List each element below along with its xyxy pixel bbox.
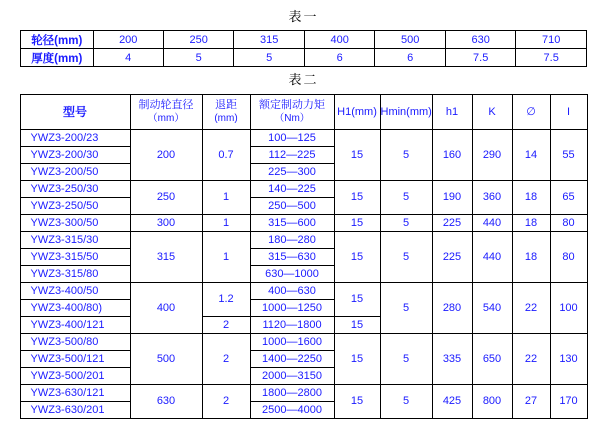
cell-hh1: 190 [432, 181, 472, 215]
cell-torque: 1800—2800 [250, 385, 334, 402]
cell-h1: 15 [334, 232, 380, 283]
table-row [21, 31, 587, 49]
cell-model: YWZ3-315/30 [20, 232, 130, 249]
cell-travel: 1 [202, 181, 250, 215]
column-header [130, 95, 202, 130]
column-header [334, 95, 380, 130]
cell-k: 360 [472, 181, 512, 215]
cell-phi: 22 [512, 334, 550, 385]
cell-k: 440 [472, 232, 512, 283]
column-header [512, 95, 550, 130]
cell-torque: 100—125 [250, 130, 334, 147]
column-header-line1: K [488, 105, 496, 118]
cell-travel: 1.2 [202, 283, 250, 317]
cell-phi: 22 [512, 283, 550, 334]
column-header-line1: Hmin(mm) [380, 105, 432, 118]
column-header-line2: (mm) [214, 113, 238, 124]
table-one-cell: 500 [375, 31, 445, 49]
cell-hmin: 5 [380, 385, 432, 419]
cell-k: 440 [472, 215, 512, 232]
column-header-line2: （mm） [147, 113, 185, 124]
cell-h1: 15 [334, 215, 380, 232]
cell-hmin: 5 [380, 334, 432, 385]
cell-model: YWZ3-315/50 [20, 249, 130, 266]
cell-torque: 315—630 [250, 249, 334, 266]
cell-model: YWZ3-400/80) [20, 300, 130, 317]
cell-k: 290 [472, 130, 512, 181]
cell-torque: 225—300 [250, 164, 334, 181]
table-one-cell: 400 [304, 31, 374, 49]
cell-h1: 15 [334, 283, 380, 317]
cell-k: 650 [472, 334, 512, 385]
cell-torque: 140—225 [250, 181, 334, 198]
column-header-line1: ∅ [526, 105, 536, 118]
table-row [20, 130, 587, 147]
table-two-body [20, 130, 587, 419]
cell-model: YWZ3-400/121 [20, 317, 130, 334]
table-one-cell: 6 [375, 49, 445, 67]
column-header [250, 95, 334, 130]
cell-torque: 180—280 [250, 232, 334, 249]
cell-diameter: 500 [130, 334, 202, 385]
cell-hmin: 5 [380, 130, 432, 181]
table-one-cell: 630 [445, 31, 515, 49]
cell-i: 170 [550, 385, 587, 419]
cell-hh1: 225 [432, 215, 472, 232]
cell-h1: 15 [334, 181, 380, 215]
cell-travel: 1 [202, 232, 250, 283]
table-one-cell: 710 [516, 31, 587, 49]
cell-diameter: 400 [130, 283, 202, 334]
table-one-row-label: 厚度(mm) [21, 49, 94, 67]
cell-i: 80 [550, 215, 587, 232]
table-header-row [20, 95, 587, 130]
table-one-cell: 250 [163, 31, 233, 49]
table-two [20, 94, 588, 419]
cell-torque: 2000—3150 [250, 368, 334, 385]
table-one-cell: 5 [163, 49, 233, 67]
cell-diameter: 300 [130, 215, 202, 232]
cell-i: 100 [550, 283, 587, 334]
cell-h1: 15 [334, 385, 380, 419]
cell-model: YWZ3-400/50 [20, 283, 130, 300]
table-one-row-label: 轮径(mm) [21, 31, 94, 49]
cell-model: YWZ3-315/80 [20, 266, 130, 283]
cell-torque: 1120—1800 [250, 317, 334, 334]
cell-i: 65 [550, 181, 587, 215]
column-header-line1: H1(mm) [337, 105, 377, 118]
cell-h1: 15 [334, 334, 380, 385]
column-header [20, 95, 130, 130]
cell-i: 130 [550, 334, 587, 385]
cell-model: YWZ3-630/121 [20, 385, 130, 402]
column-header-line1: 制动轮直径 [138, 99, 194, 111]
table-one-cell: 315 [234, 31, 304, 49]
cell-travel: 1 [202, 215, 250, 232]
cell-torque: 112—225 [250, 147, 334, 164]
cell-hh1: 225 [432, 232, 472, 283]
table-one-cell: 7.5 [516, 49, 587, 67]
cell-hmin: 5 [380, 232, 432, 283]
cell-hh1: 425 [432, 385, 472, 419]
cell-torque: 630—1000 [250, 266, 334, 283]
cell-torque: 2500—4000 [250, 402, 334, 419]
cell-diameter: 200 [130, 130, 202, 181]
column-header [550, 95, 587, 130]
cell-torque: 1000—1250 [250, 300, 334, 317]
column-header-line2: （Nm） [274, 113, 310, 124]
table-one-cell: 4 [93, 49, 163, 67]
cell-travel: 2 [202, 334, 250, 385]
cell-hh1: 335 [432, 334, 472, 385]
cell-phi: 18 [512, 232, 550, 283]
cell-model: YWZ3-500/121 [20, 351, 130, 368]
table-two-head [20, 95, 587, 130]
cell-model: YWZ3-200/30 [20, 147, 130, 164]
column-header-line1: h1 [445, 105, 459, 118]
cell-model: YWZ3-630/201 [20, 402, 130, 419]
table-row [20, 283, 587, 300]
table-one-cell: 7.5 [445, 49, 515, 67]
table-row [20, 232, 587, 249]
cell-torque: 250—500 [250, 198, 334, 215]
table-one [20, 30, 587, 67]
cell-phi: 18 [512, 181, 550, 215]
cell-diameter: 630 [130, 385, 202, 419]
table-one-title: 表一 [288, 9, 319, 24]
column-header [472, 95, 512, 130]
table-row [20, 215, 587, 232]
cell-h1: 15 [334, 317, 380, 334]
column-header-line1: 额定制动力矩 [259, 99, 325, 111]
column-header-line1: 退距 [215, 99, 237, 111]
cell-phi: 18 [512, 215, 550, 232]
cell-k: 540 [472, 283, 512, 334]
cell-hmin: 5 [380, 283, 432, 334]
table-row [21, 49, 587, 67]
cell-k: 800 [472, 385, 512, 419]
cell-diameter: 315 [130, 232, 202, 283]
cell-model: YWZ3-300/50 [20, 215, 130, 232]
cell-travel: 2 [202, 317, 250, 334]
table-one-body [21, 31, 587, 67]
cell-model: YWZ3-200/23 [20, 130, 130, 147]
cell-model: YWZ3-250/30 [20, 181, 130, 198]
table-row [20, 334, 587, 351]
cell-model: YWZ3-500/80 [20, 334, 130, 351]
cell-travel: 0.7 [202, 130, 250, 181]
table-one-cell: 200 [93, 31, 163, 49]
column-header [432, 95, 472, 130]
cell-hh1: 160 [432, 130, 472, 181]
table-two-title: 表二 [288, 72, 319, 87]
cell-torque: 315—600 [250, 215, 334, 232]
cell-torque: 1400—2250 [250, 351, 334, 368]
cell-hh1: 280 [432, 283, 472, 334]
cell-model: YWZ3-500/201 [20, 368, 130, 385]
table-row [20, 181, 587, 198]
cell-hmin: 5 [380, 215, 432, 232]
column-header-line1: I [566, 105, 571, 118]
cell-hmin: 5 [380, 181, 432, 215]
cell-diameter: 250 [130, 181, 202, 215]
cell-phi: 14 [512, 130, 550, 181]
cell-travel: 2 [202, 385, 250, 419]
cell-torque: 400—630 [250, 283, 334, 300]
table-row [20, 385, 587, 402]
cell-i: 80 [550, 232, 587, 283]
cell-phi: 27 [512, 385, 550, 419]
table-one-cell: 6 [304, 49, 374, 67]
column-header [380, 95, 432, 130]
cell-model: YWZ3-200/50 [20, 164, 130, 181]
cell-h1: 15 [334, 130, 380, 181]
column-header-line1: 型号 [62, 104, 87, 119]
cell-i: 55 [550, 130, 587, 181]
table-one-cell: 5 [234, 49, 304, 67]
cell-model: YWZ3-250/50 [20, 198, 130, 215]
cell-torque: 1000—1600 [250, 334, 334, 351]
column-header [202, 95, 250, 130]
